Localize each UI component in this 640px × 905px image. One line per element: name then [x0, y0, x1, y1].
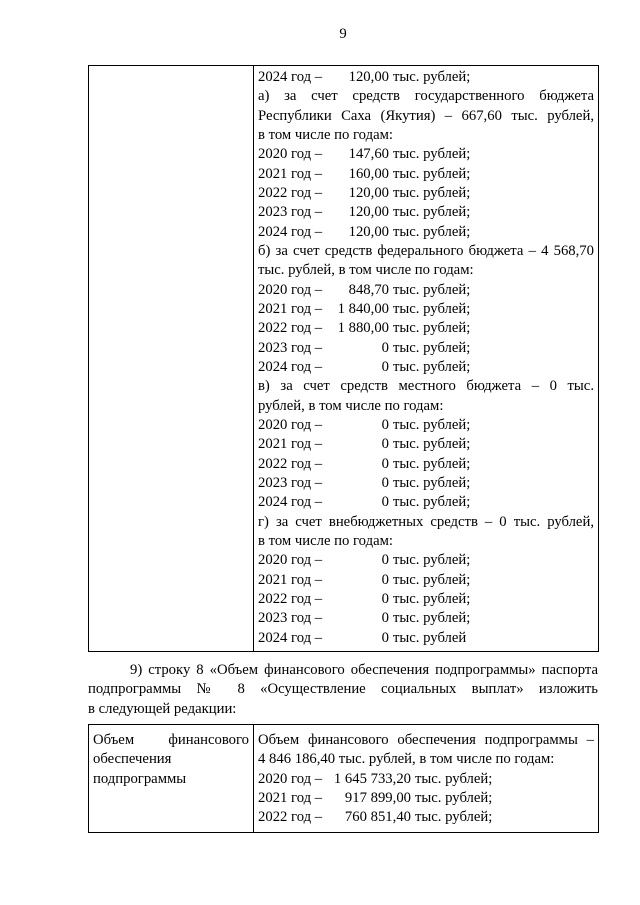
amount-value: 0 — [381, 552, 389, 569]
year-label: 2024 год – — [258, 223, 323, 240]
year-label: 2021 год – — [258, 300, 323, 317]
unit-label: тыс. рублей; — [393, 571, 471, 588]
year-label: 2024 год – — [258, 69, 323, 85]
year-row — [258, 808, 594, 827]
year-label: 2022 год – — [258, 320, 323, 337]
year-row — [258, 319, 594, 338]
text-line: тыс. рублей, в том числе по годам: — [258, 262, 474, 279]
amount-value: 0 — [381, 339, 389, 356]
year-row — [258, 281, 594, 300]
text-line: Республики Саха (Якутия) – 667,60 тыс. рублей, — [258, 107, 594, 124]
unit-label: тыс. рублей; — [393, 552, 471, 569]
year-row — [258, 571, 594, 590]
amount-value: 0 — [381, 571, 389, 588]
unit-label: тыс. рублей; — [393, 339, 471, 356]
year-label: 2024 год – — [258, 358, 323, 375]
year-row — [258, 184, 594, 203]
label-line: Объем финансового — [93, 732, 249, 748]
year-row — [258, 770, 594, 789]
text-line: в том числе по годам: — [258, 126, 393, 143]
year-label: 2021 год – — [258, 165, 323, 182]
label-line: обеспечения — [93, 751, 172, 768]
text-line: а) за счет средств государственного бюджета — [258, 88, 594, 105]
year-row — [258, 551, 594, 570]
unit-label: тыс. рублей; — [393, 204, 471, 221]
text-line: б) за счет средств федерального бюджета – 4 568,70 — [258, 242, 594, 259]
year-label: 2021 год – — [258, 571, 323, 588]
text-line: рублей, в том числе по годам: — [258, 397, 444, 414]
year-label: 2021 год – — [258, 436, 323, 453]
year-label: 2023 год – — [258, 339, 323, 356]
amount-value: 120,00 — [348, 184, 389, 201]
amount-value: 120,00 — [348, 223, 389, 240]
table-cell-label-empty — [89, 66, 254, 651]
year-label: 2020 год – — [258, 416, 323, 433]
unit-label: тыс. рублей; — [393, 300, 471, 317]
amount-value: 0 — [381, 590, 389, 607]
amount-value: 120,00 — [348, 204, 389, 221]
amount-value: 0 — [381, 436, 389, 453]
unit-label: тыс. рублей; — [393, 69, 471, 85]
funding-table-continued — [88, 65, 599, 652]
amount-value: 917 899,00 — [344, 789, 411, 806]
text-line: г) за счет внебюджетных средств – 0 тыс. рублей, — [258, 513, 594, 530]
paragraph-line: в следующей редакции: — [88, 700, 237, 717]
amount-value: 0 — [381, 358, 389, 375]
amount-value: 0 — [381, 416, 389, 433]
amount-value: 0 — [381, 629, 389, 646]
year-row — [258, 165, 594, 184]
unit-label: тыс. рублей; — [393, 416, 471, 433]
unit-label: тыс. рублей; — [393, 358, 471, 375]
unit-label: тыс. рублей; — [393, 474, 471, 491]
amount-value: 147,60 — [348, 146, 389, 163]
year-label: 2022 год – — [258, 455, 323, 472]
text-line: в) за счет средств местного бюджета – 0 тыс. — [258, 378, 594, 395]
unit-label: тыс. рублей; — [393, 146, 471, 163]
year-row — [258, 68, 594, 87]
paragraph-line: 9) строку 8 «Объем финансового обеспечения подпрограммы» паспорта — [130, 662, 598, 678]
amount-value: 160,00 — [348, 165, 389, 182]
year-row — [258, 339, 594, 358]
text-line: Объем финансового обеспечения подпрограммы – — [258, 732, 594, 748]
unit-label: тыс. рублей; — [393, 436, 471, 453]
unit-label: тыс. рублей; — [415, 789, 493, 806]
year-row — [258, 590, 594, 609]
year-label: 2020 год – — [258, 146, 323, 163]
unit-label: тыс. рублей; — [393, 494, 471, 511]
year-row — [258, 300, 594, 319]
amount-value: 0 — [381, 455, 389, 472]
year-label: 2023 год – — [258, 204, 323, 221]
year-row — [258, 629, 594, 648]
unit-label: тыс. рублей; — [393, 281, 471, 298]
year-row — [258, 493, 594, 512]
year-label: 2022 год – — [258, 590, 323, 607]
unit-label: тыс. рублей; — [393, 455, 471, 472]
page-number: 9 — [339, 26, 347, 42]
unit-label: тыс. рублей; — [393, 184, 471, 201]
unit-label: тыс. рублей; — [393, 223, 471, 240]
funding-table — [88, 724, 599, 833]
year-row — [258, 203, 594, 222]
amount-value: 1 840,00 — [337, 300, 389, 317]
amount-value: 120,00 — [348, 69, 389, 85]
label-line: подпрограммы — [93, 770, 187, 787]
amount-value: 0 — [381, 474, 389, 491]
year-label: 2020 год – — [258, 281, 323, 298]
text-line: в том числе по годам: — [258, 532, 393, 549]
amount-value: 760 851,40 — [344, 809, 411, 826]
year-label: 2024 год – — [258, 494, 323, 511]
year-label: 2022 год – — [258, 809, 323, 826]
table-cell-content — [254, 66, 598, 651]
unit-label: тыс. рублей; — [393, 320, 471, 337]
text-line: 4 846 186,40 тыс. рублей, в том числе по годам: — [258, 751, 555, 768]
unit-label: тыс. рублей; — [415, 809, 493, 826]
year-label: 2024 год – — [258, 629, 323, 646]
year-row — [258, 435, 594, 454]
year-row — [258, 474, 594, 493]
year-label: 2020 год – — [258, 552, 323, 569]
year-row — [258, 223, 594, 242]
year-row — [258, 145, 594, 164]
amount-value: 0 — [381, 610, 389, 627]
unit-label: тыс. рублей; — [415, 770, 493, 787]
year-label: 2021 год – — [258, 789, 323, 806]
year-label: 2023 год – — [258, 610, 323, 627]
amount-value: 1 645 733,20 — [333, 770, 411, 787]
amount-value: 1 880,00 — [337, 320, 389, 337]
year-row — [258, 358, 594, 377]
year-row — [258, 609, 594, 628]
unit-label: тыс. рублей; — [393, 590, 471, 607]
year-label: 2020 год – — [258, 770, 323, 787]
year-row — [258, 789, 594, 808]
table-cell-content — [254, 725, 598, 832]
year-row — [258, 455, 594, 474]
table-cell-label — [89, 725, 254, 832]
year-label: 2023 год – — [258, 474, 323, 491]
unit-label: тыс. рублей; — [393, 165, 471, 182]
amount-value: 848,70 — [348, 281, 389, 298]
unit-label: тыс. рублей; — [393, 610, 471, 627]
paragraph-line: подпрограммы № 8 «Осуществление социальных выплат» изложить — [88, 681, 598, 698]
year-row — [258, 416, 594, 435]
amendment-paragraph — [88, 661, 598, 719]
unit-label: тыс. рублей — [393, 629, 467, 646]
year-label: 2022 год – — [258, 184, 323, 201]
amount-value: 0 — [381, 494, 389, 511]
